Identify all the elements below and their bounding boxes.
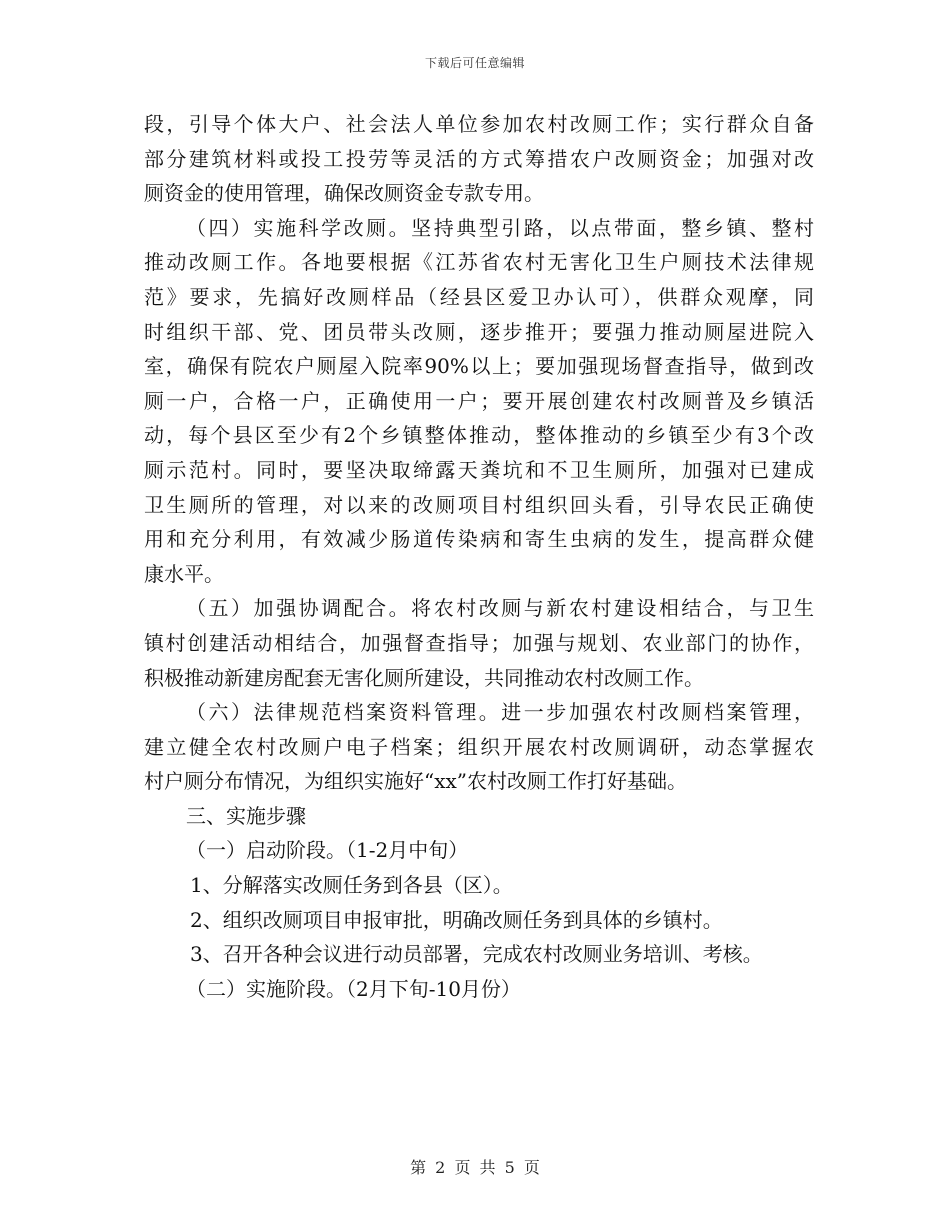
text-line: 厕一户，合格一户，正确使用一户；要开展创建农村改厕普及乡镇活 <box>144 388 814 413</box>
text-line: 用和充分利用，有效减少肠道传染病和寄生虫病的发生，提高群众健 <box>144 527 814 552</box>
text-line: 动，每个县区至少有2个乡镇整体推动，整体推动的乡镇至少有3个改 <box>144 423 814 448</box>
text-line: 段，引导个体大户、社会法人单位参加农村改厕工作；实行群众自备 <box>144 112 814 136</box>
numbered-item: 1、分解落实改厕任务到各县（区）。 <box>190 873 513 898</box>
text-line: 康水平。 <box>144 561 224 586</box>
text-line: 时组织干部、党、团员带头改厕，逐步推开；要强力推动厕屋进院入 <box>144 319 814 344</box>
text-line: 村户厕分布情况，为组织实施好“xx”农村改厕工作打好基础。 <box>144 769 688 794</box>
text-line: 室，确保有院农户厕屋入院率90%以上；要加强现场督查指导，做到改 <box>144 354 814 379</box>
section-heading-5: （五）加强协调配合。将农村改厕与新农村建设相结合，与卫生 <box>186 596 814 621</box>
page-number-footer: 第 2 页 共 5 页 <box>410 1158 540 1177</box>
text-line: 建立健全农村改厕户电子档案；组织开展农村改厕调研，动态掌握农 <box>144 734 814 759</box>
text-line: 部分建筑材料或投工投劳等灵活的方式筹措农户改厕资金；加强对改 <box>144 146 814 171</box>
text-line: 推动改厕工作。各地要根据《江苏省农村无害化卫生户厕技术法律规 <box>144 250 814 275</box>
page-header: 下载后可任意编辑 <box>424 56 525 70</box>
section-heading-6: （六）法律规范档案资料管理。进一步加强农村改厕档案管理， <box>186 700 814 725</box>
phase-heading-2: （二）实施阶段。（2月下旬-10月份） <box>186 976 521 1001</box>
section-heading-4: （四）实施科学改厕。坚持典型引路，以点带面，整乡镇、整村 <box>186 215 814 240</box>
numbered-item: 3、召开各种会议进行动员部署，完成农村改厕业务培训、考核。 <box>190 942 763 967</box>
text-line: 厕资金的使用管理，确保改厕资金专款专用。 <box>144 181 544 206</box>
text-line: 镇村创建活动相结合，加强督查指导；加强与规划、农业部门的协作， <box>144 630 814 655</box>
text-line: 厕示范村。同时，要坚决取缔露天粪坑和不卫生厕所，加强对已建成 <box>144 457 814 482</box>
phase-heading-1: （一）启动阶段。（1-2月中旬） <box>186 838 469 863</box>
text-line: 卫生厕所的管理，对以来的改厕项目村组织回头看，引导农民正确使 <box>144 492 814 517</box>
section-title-steps: 三、实施步骤 <box>186 803 306 828</box>
document-body <box>144 107 814 1006</box>
numbered-item: 2、组织改厕项目申报审批，明确改厕任务到具体的乡镇村。 <box>190 907 723 932</box>
text-line: 范》要求，先搞好改厕样品（经县区爱卫办认可），供群众观摩，同 <box>144 284 814 309</box>
text-line: 积极推动新建房配套无害化厕所建设，共同推动农村改厕工作。 <box>144 665 704 690</box>
